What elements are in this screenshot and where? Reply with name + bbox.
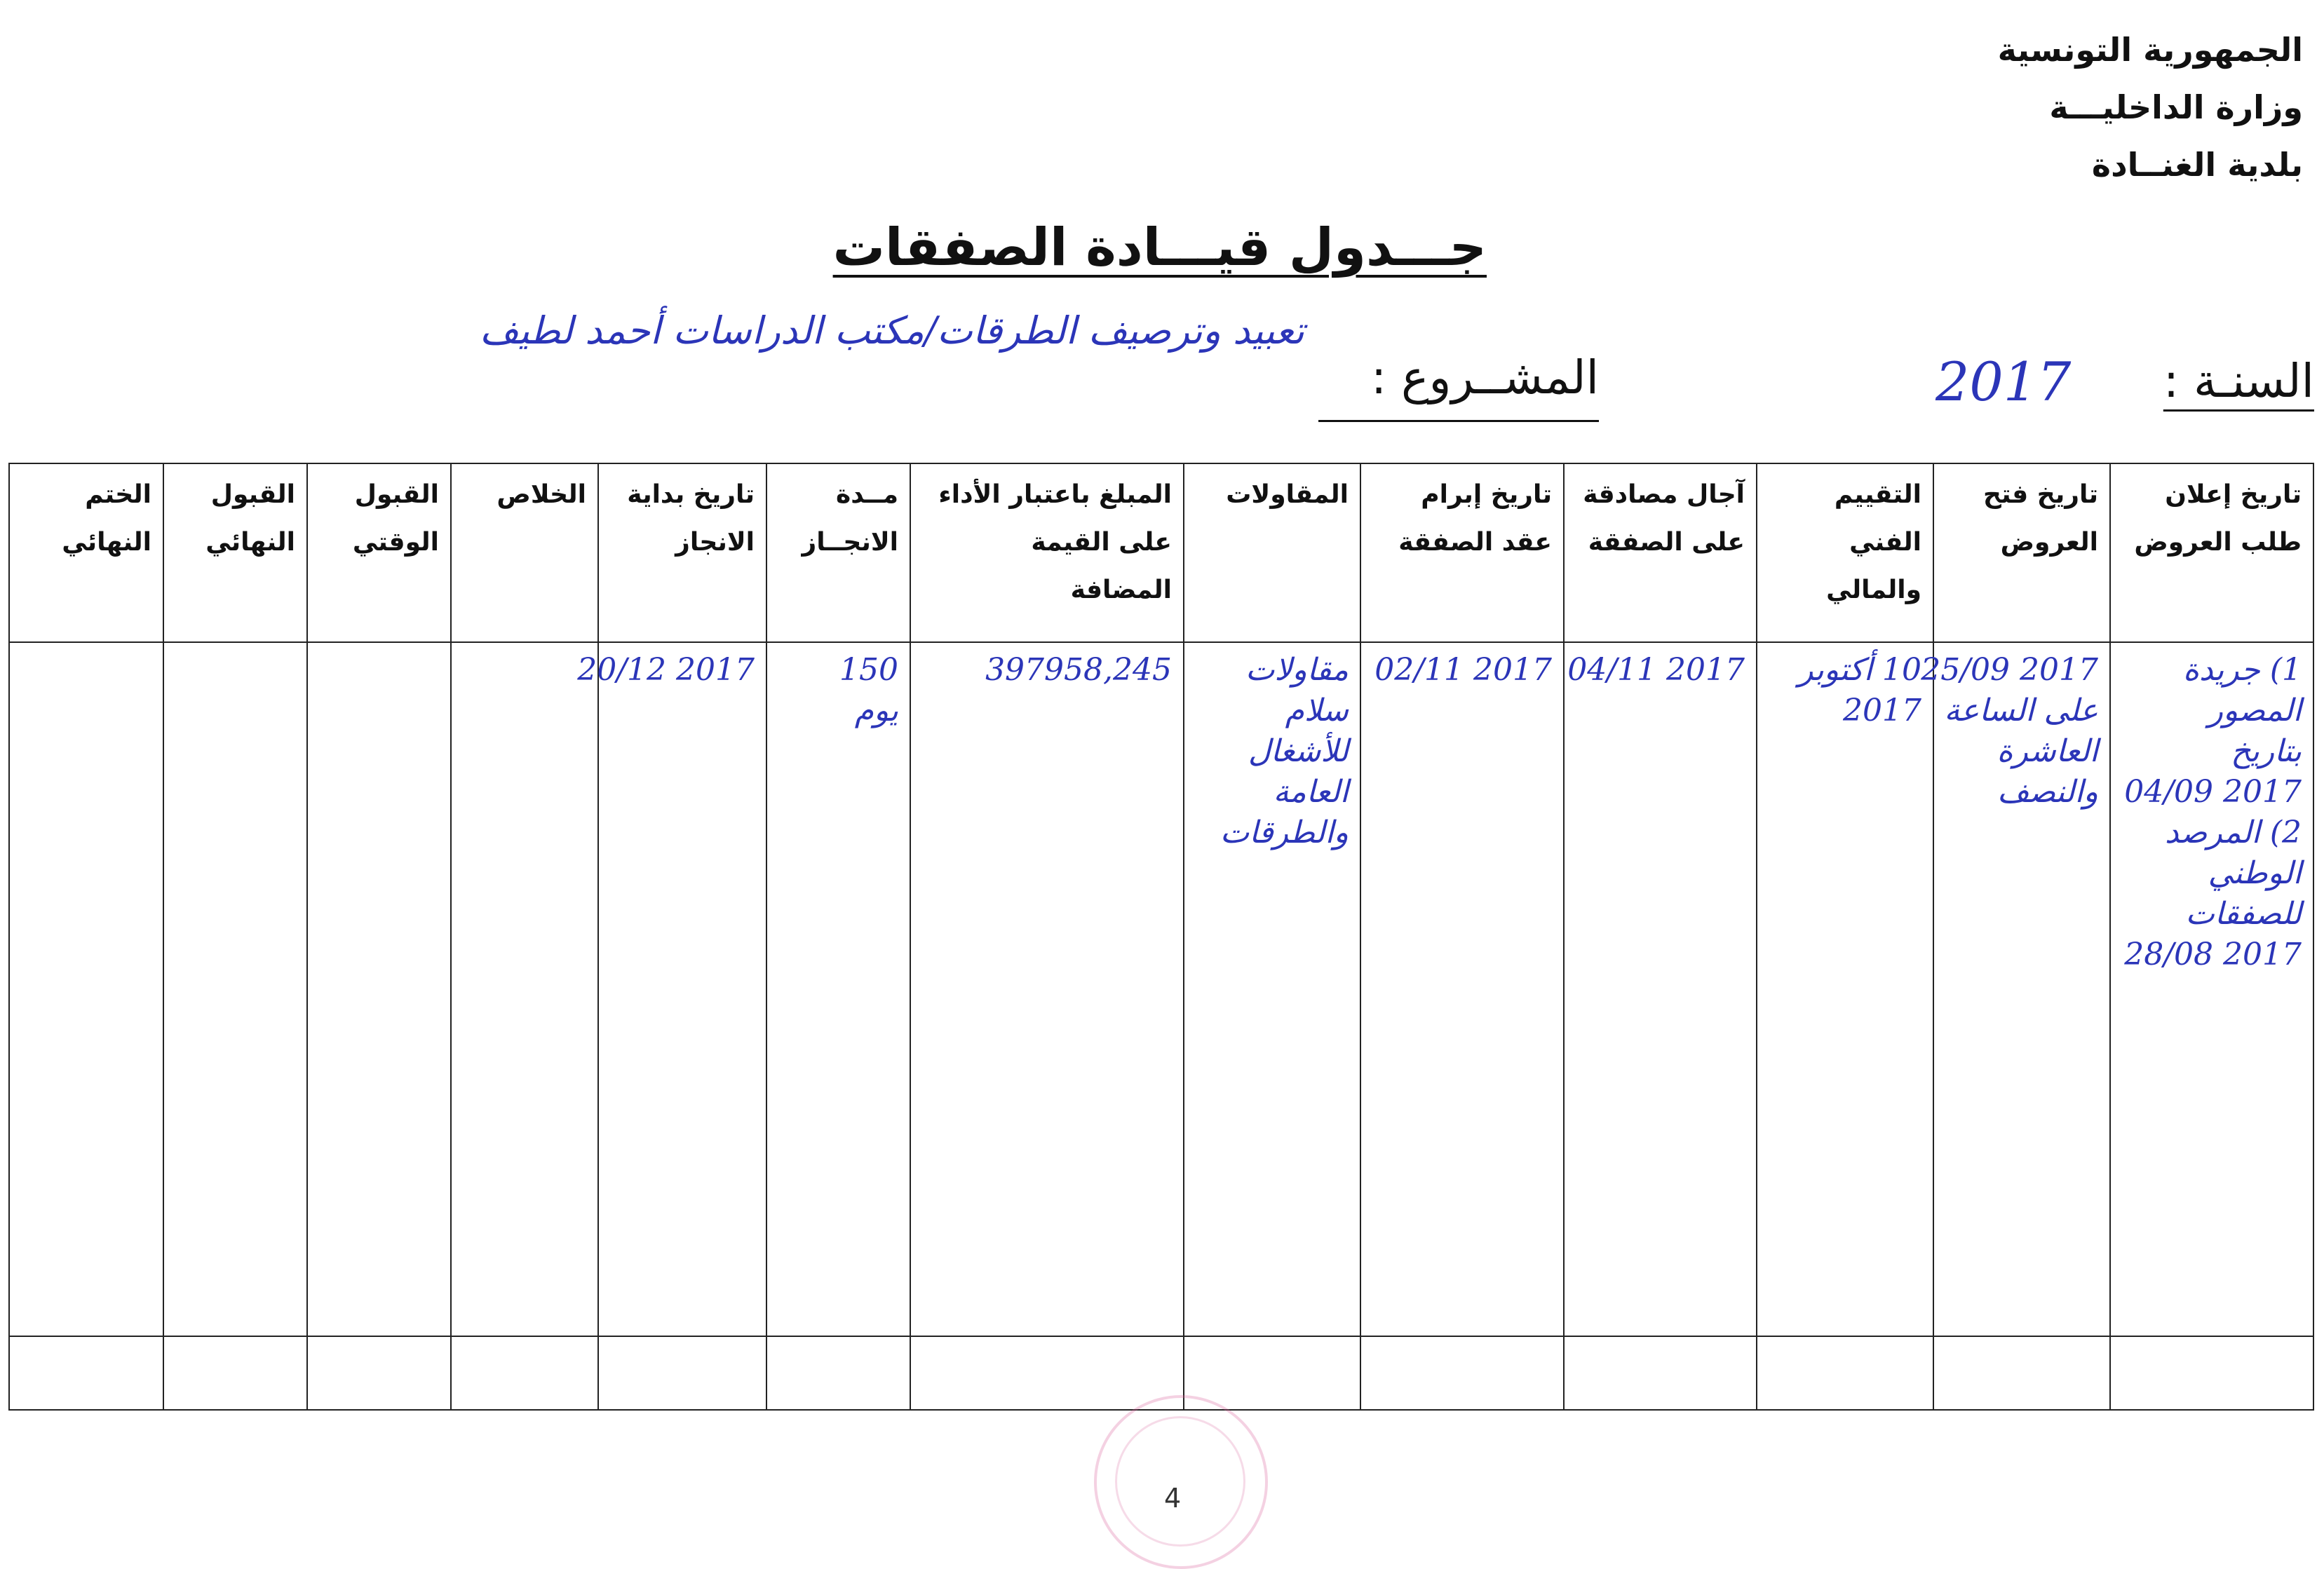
- cell-evaluation: 10 أكتوبر 2017: [1757, 642, 1933, 1336]
- year-label: السنـة :: [2163, 354, 2314, 408]
- document-title: جـــدول قيـــادة الصفقات: [832, 217, 1487, 278]
- empty-cell: [1933, 1336, 2110, 1410]
- empty-cell: [1360, 1336, 1564, 1410]
- empty-cell: [1564, 1336, 1757, 1410]
- header-approval-deadline: آجال مصادقة على الصفقة: [1564, 463, 1757, 642]
- page-number: 4: [1164, 1483, 1182, 1514]
- empty-cell: [2110, 1336, 2313, 1410]
- cell-duration: 150 يوم: [766, 642, 910, 1336]
- project-label: المشــروع :: [1318, 351, 1599, 422]
- header-republic: الجمهورية التونسية: [1997, 31, 2303, 69]
- cell-approval-deadline: 2017 04/11: [1564, 642, 1757, 1336]
- project-value: تعبيد وترصيف الطرقات/مكتب الدراسات أحمد لطيف: [479, 308, 1304, 353]
- header-amount: المبلغ باعتبار الأداء على القيمة المضافة: [910, 463, 1184, 642]
- empty-cell: [1757, 1336, 1933, 1410]
- cell-opening: 2017 25/09 على الساعة العاشرة والنصف: [1933, 642, 2110, 1336]
- header-contract-date: تاريخ إبرام عقد الصفقة: [1360, 463, 1564, 642]
- cell-final-acceptance: [163, 642, 307, 1336]
- cell-provisional-acceptance: [307, 642, 451, 1336]
- table-row: [9, 642, 2313, 1336]
- header-evaluation: التقييم الفني والمالي: [1757, 463, 1933, 642]
- year-value: 2017: [1935, 351, 2072, 413]
- cell-contract-date: 2017 02/11: [1360, 642, 1564, 1336]
- cell-final-closing: [9, 642, 163, 1336]
- cell-amount: 397958,245: [910, 642, 1184, 1336]
- empty-cell: [307, 1336, 451, 1410]
- empty-cell: [766, 1336, 910, 1410]
- empty-cell: [910, 1336, 1184, 1410]
- header-final-acceptance: القبول النهائي: [163, 463, 307, 642]
- table-header-row: [9, 463, 2313, 642]
- official-stamp-inner-ring: [1115, 1416, 1245, 1547]
- header-municipality: بلدية الغنــادة: [2091, 146, 2303, 184]
- header-opening-date: تاريخ فتح العروض: [1933, 463, 2110, 642]
- tracking-table: [8, 463, 2314, 1411]
- empty-cell: [451, 1336, 598, 1410]
- header-announcement-date: تاريخ إعلان طلب العروض: [2110, 463, 2313, 642]
- empty-cell: [1184, 1336, 1360, 1410]
- cell-start-date: 2017 20/12: [598, 642, 766, 1336]
- header-payment: الخلاص: [451, 463, 598, 642]
- empty-cell: [9, 1336, 163, 1410]
- cell-announcement: 1) جريدة المصور بتاريخ 2017 04/09 2) المرصد الوطني للصفقات 2017 28/08: [2110, 642, 2313, 1336]
- empty-cell: [598, 1336, 766, 1410]
- header-provisional-acceptance: القبول الوقتي: [307, 463, 451, 642]
- header-final-closing: الختم النهائي: [9, 463, 163, 642]
- empty-cell: [163, 1336, 307, 1410]
- cell-contractor: مقاولات سلام للأشغال العامة والطرقات: [1184, 642, 1360, 1336]
- header-contractors: المقاولات: [1184, 463, 1360, 642]
- header-block: [1812, 21, 2303, 193]
- cell-payment: [451, 642, 598, 1336]
- header-start-date: تاريخ بداية الانجاز: [598, 463, 766, 642]
- header-ministry: وزارة الداخليـــة: [2049, 88, 2303, 126]
- header-duration: مــدة الانجــاز: [766, 463, 910, 642]
